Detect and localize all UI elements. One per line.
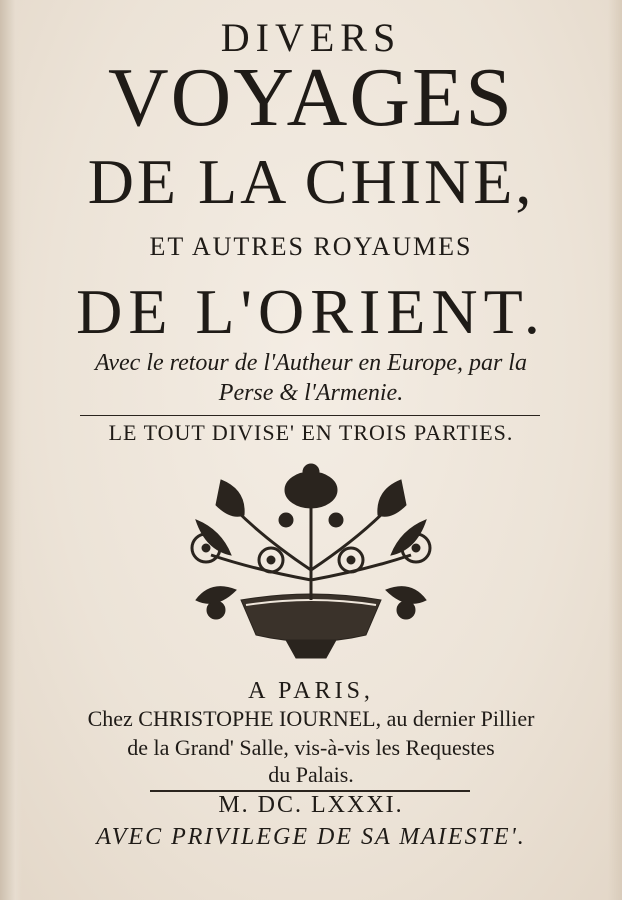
- title-chine: DE LA CHINE,: [87, 146, 535, 217]
- parts-line: LE TOUT DIVISE' EN TROIS PARTIES.: [108, 420, 514, 445]
- title-orient: DE L'ORIENT.: [76, 276, 546, 347]
- flower-basket-ornament-icon: [176, 460, 446, 660]
- imprint-address-1: de la Grand' Salle, vis-à-vis les Requestes: [127, 735, 495, 760]
- imprint-address-2: du Palais.: [268, 762, 354, 787]
- imprint-date: M. DC. LXXXI.: [218, 792, 404, 818]
- imprint-printer: Chez CHRISTOPHE IOURNEL, au dernier Pillier: [87, 706, 535, 731]
- divider-rule-top: [80, 415, 540, 416]
- title-divers: DIVERS: [220, 15, 402, 60]
- subtitle-line-2: Perse & l'Armenie.: [218, 380, 404, 406]
- imprint-city: A PARIS,: [248, 678, 374, 704]
- privilege-line: AVEC PRIVILEGE DE SA MAIESTE'.: [96, 824, 526, 850]
- title-voyages: VOYAGES: [107, 51, 515, 144]
- subtitle-line-1: Avec le retour de l'Autheur en Europe, par la: [95, 350, 527, 376]
- title-autres-royaumes: ET AUTRES ROYAUMES: [149, 232, 473, 261]
